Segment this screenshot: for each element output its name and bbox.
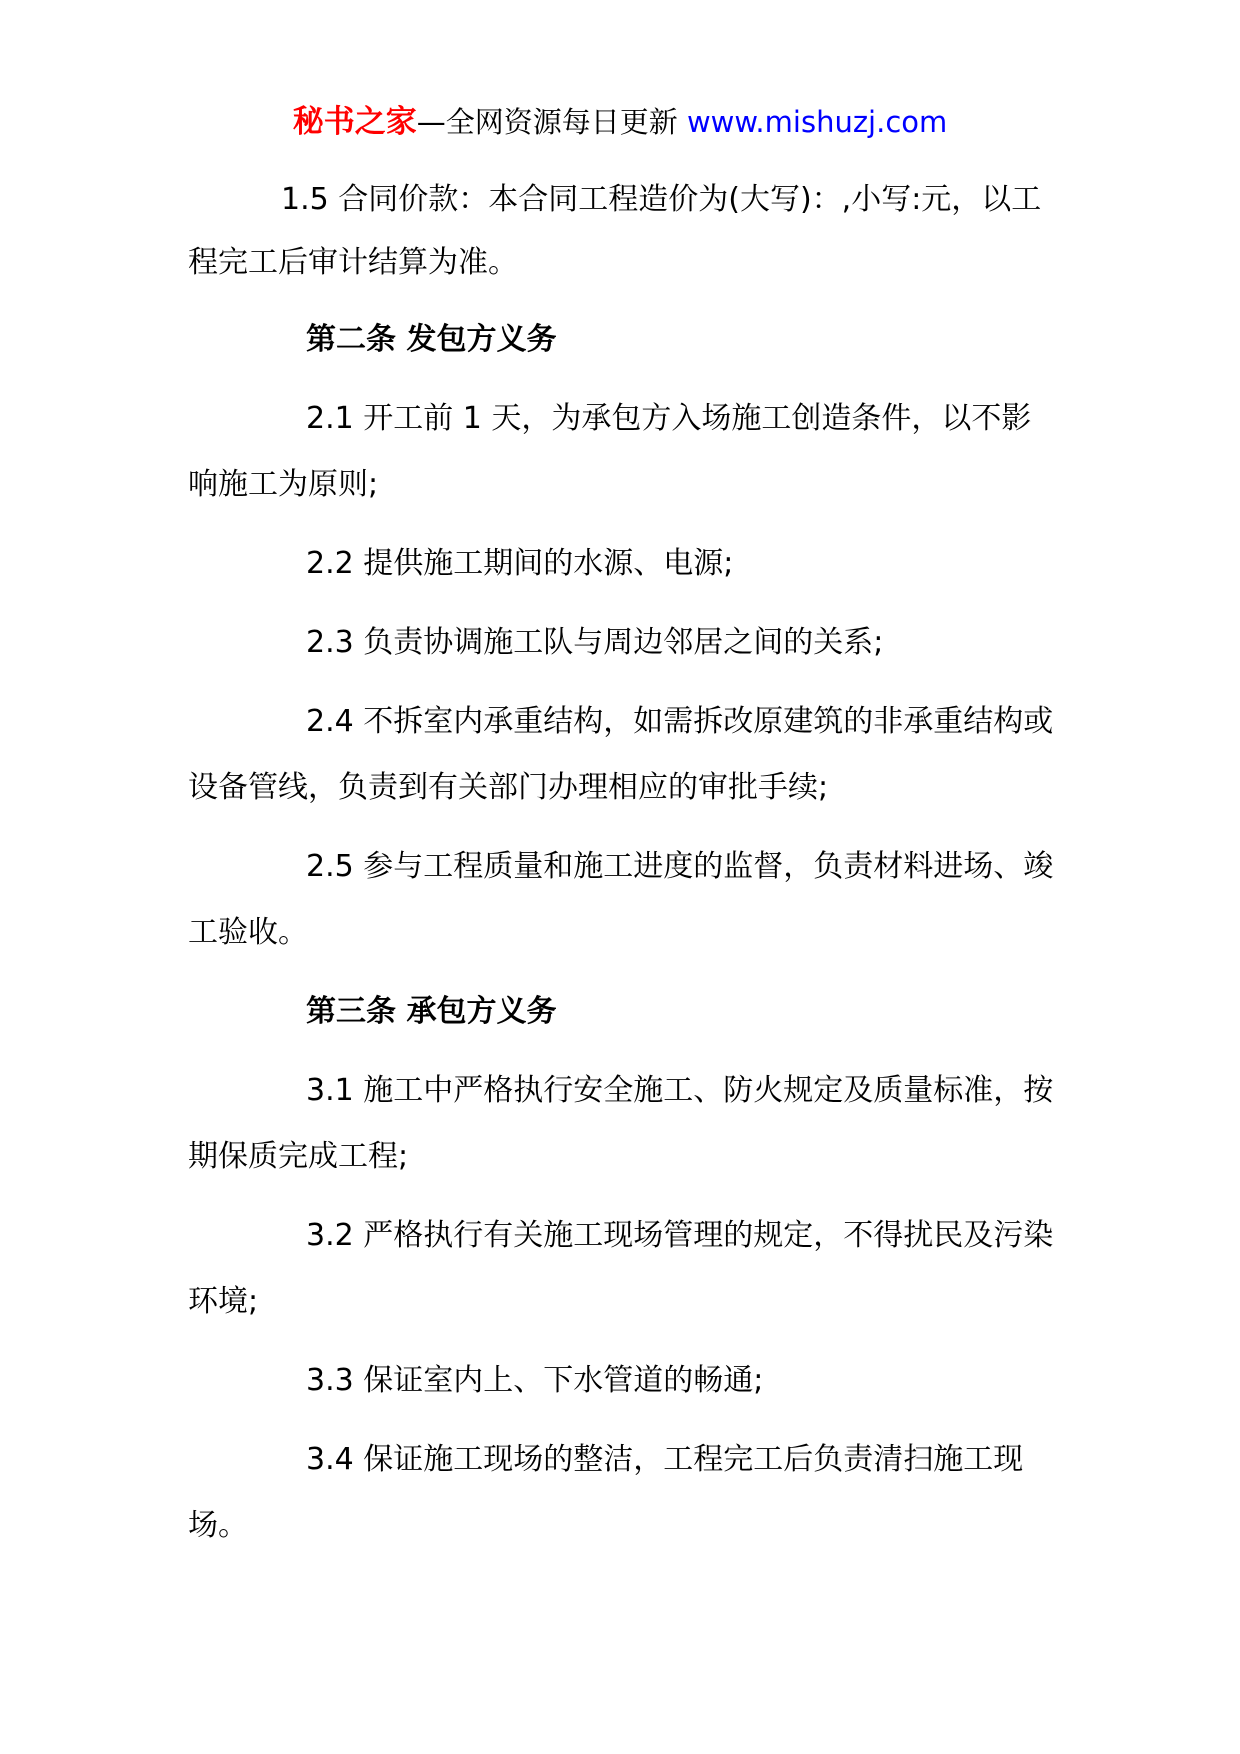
page-header [0, 102, 1240, 142]
clause-2-2: 2.2 提供施工期间的水源、电源; [306, 546, 734, 581]
clause-2-1: 2.1 开工前 1 天，为承包方入场施工创造条件，以不影响施工为原则; [188, 401, 1032, 502]
document-body [188, 168, 1058, 1572]
clause-2-5: 2.5 参与工程质量和施工进度的监督，负责材料进场、竣工验收。 [188, 849, 1054, 950]
clause-3-1: 3.1 施工中严格执行安全施工、防火规定及质量标准，按期保质完成工程; [188, 1073, 1054, 1174]
clause-2-3: 2.3 负责协调施工队与周边邻居之间的关系; [306, 625, 884, 660]
clause-3-4: 3.4 保证施工现场的整洁，工程完工后负责清扫施工现场。 [188, 1442, 1024, 1543]
article-2-heading: 第二条 发包方义务 [306, 322, 557, 357]
clause-2-4: 2.4 不拆室内承重结构，如需拆改原建筑的非承重结构或设备管线，负责到有关部门办理相应的审批手续; [188, 704, 1054, 805]
brand-name: 秘书之家 [292, 104, 417, 140]
clause-1-5: 1.5 合同价款：本合同工程造价为(大写)：,小写:元，以工程完工后审计结算为准。 [188, 182, 1042, 280]
header-url[interactable]: www.mishuzj.com [686, 105, 948, 139]
clause-3-3: 3.3 保证室内上、下水管道的畅通; [306, 1363, 764, 1398]
header-tagline: —全网资源每日更新 [416, 105, 687, 139]
article-3-heading: 第三条 承包方义务 [306, 994, 557, 1029]
clause-3-2: 3.2 严格执行有关施工现场管理的规定，不得扰民及污染环境; [188, 1218, 1054, 1319]
